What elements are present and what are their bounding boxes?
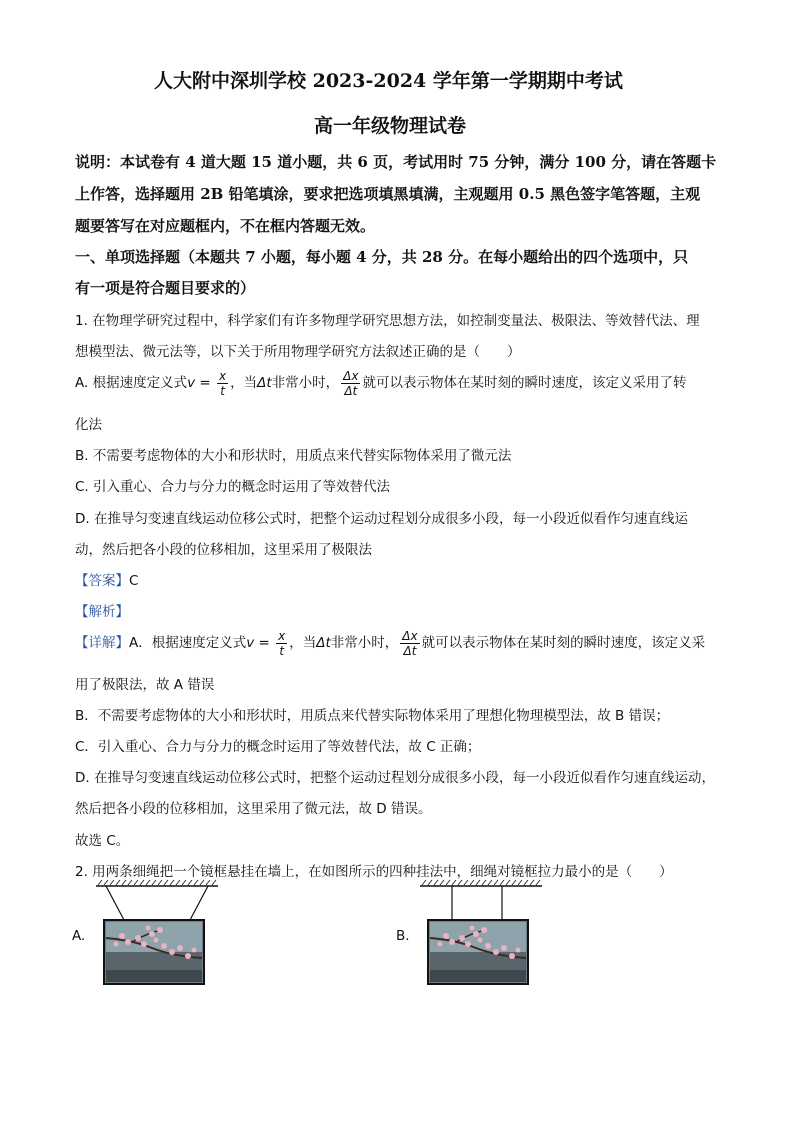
exam-subtitle: 高一年级物理试卷 xyxy=(314,115,467,137)
q1-option-c: C. 引入重心、合力与分力的概念时运用了等效替代法 xyxy=(75,479,391,495)
q2-figure-a xyxy=(92,878,222,988)
section-heading-line-1: 一、单项选择题（本题共 7 小题，每小题 4 分，共 28 分。在每小题给出的四个选项中，只 xyxy=(75,248,689,266)
section-heading-line-2: 有一项是符合题目要求的） xyxy=(75,279,256,297)
fraction-dx-over-dt: $\frac{\Delta x}{\Delta t}$ xyxy=(343,368,359,398)
q1-analysis-label: 【解析】 xyxy=(75,604,129,620)
string-left xyxy=(106,886,124,920)
string-right xyxy=(190,886,208,920)
q1-detail-a: 【详解】A．根据速度定义式v = $\frac{x}{t}$ ，当Δt非常小时， $\frac{\Delta x}{\Delta t}$ 就可以表示物体在某时刻的瞬时速度，该定义采 xyxy=(75,628,706,658)
q1-detail-d-line-1: D. 在推导匀变速直线运动位移公式时，把整个运动过程划分成很多小段，每一小段近似看作匀速直线运动， xyxy=(75,770,715,786)
q1-option-a-line-2: 化法 xyxy=(75,417,102,433)
fraction-x-over-t: $\frac{x}{t}$ xyxy=(219,368,227,398)
instructions-line-1: 说明：本试卷有 4 道大题 15 道小题，共 6 页，考试用时 75 分钟，满分 100 分，请在答题卡 xyxy=(75,153,717,171)
q1-option-a: A. 根据速度定义式v = $\frac{x}{t}$ ，当Δt非常小时， $\frac{\Delta x}{\Delta t}$ 就可以表示物体在某时刻的瞬时速度，该定义采用了转 xyxy=(75,368,687,398)
fraction-dx-over-dt: $\frac{\Delta x}{\Delta t}$ xyxy=(402,628,418,658)
q1-detail-d-line-2: 然后把各小段的位移相加，这里采用了微元法，故 D 错误。 xyxy=(75,801,432,817)
q1-option-d-line-1: D. 在推导匀变速直线运动位移公式时，把整个运动过程划分成很多小段，每一小段近似看作匀速直线运 xyxy=(75,511,688,527)
fraction-x-over-t: $\frac{x}{t}$ xyxy=(278,628,286,658)
q1-option-b: B. 不需要考虑物体的大小和形状时，用质点来代替实际物体采用了微元法 xyxy=(75,448,512,464)
instructions-line-2: 上作答，选择题用 2B 铅笔填涂，要求把选项填黑填满，主观题用 0.5 黑色签字笔答题，主观 xyxy=(75,185,701,203)
instructions-line-3: 题要答写在对应题框内，不在框内答题无效。 xyxy=(75,217,376,235)
ceiling-hatch xyxy=(420,880,542,886)
ceiling-hatch xyxy=(96,880,218,886)
q1-detail-b: B．不需要考虑物体的大小和形状时，用质点来代替实际物体采用了理想化物理模型法，故 B 错误； xyxy=(75,708,670,724)
q1-detail-a-line-2: 用了极限法，故 A 错误 xyxy=(75,677,215,693)
q1-answer: 【答案】C xyxy=(75,573,139,589)
q2-stem: 2. 用两条细绳把一个镜框悬挂在墙上，在如图所示的四种挂法中，细绳对镜框拉力最小的是（ ） xyxy=(75,864,673,880)
q1-detail-c: C．引入重心、合力与分力的概念时运用了等效替代法，故 C 正确； xyxy=(75,739,481,755)
q2-option-b-label: B. xyxy=(396,928,410,944)
picture-frame xyxy=(428,920,528,984)
q1-stem-line-2: 想模型法、微元法等，以下关于所用物理学研究方法叙述正确的是（ ） xyxy=(75,344,521,360)
q2-figure-b xyxy=(416,878,546,988)
picture-frame xyxy=(104,920,204,984)
q2-option-a-label: A. xyxy=(72,928,86,944)
exam-title: 人大附中深圳学校 2023-2024 学年第一学期期中考试 xyxy=(154,70,623,92)
q1-stem-line-1: 1. 在物理学研究过程中，科学家们有许多物理学研究思想方法，如控制变量法、极限法、等效替代法、理 xyxy=(75,313,700,329)
q1-conclusion: 故选 C。 xyxy=(75,833,130,849)
q1-option-d-line-2: 动，然后把各小段的位移相加，这里采用了极限法 xyxy=(75,542,372,558)
